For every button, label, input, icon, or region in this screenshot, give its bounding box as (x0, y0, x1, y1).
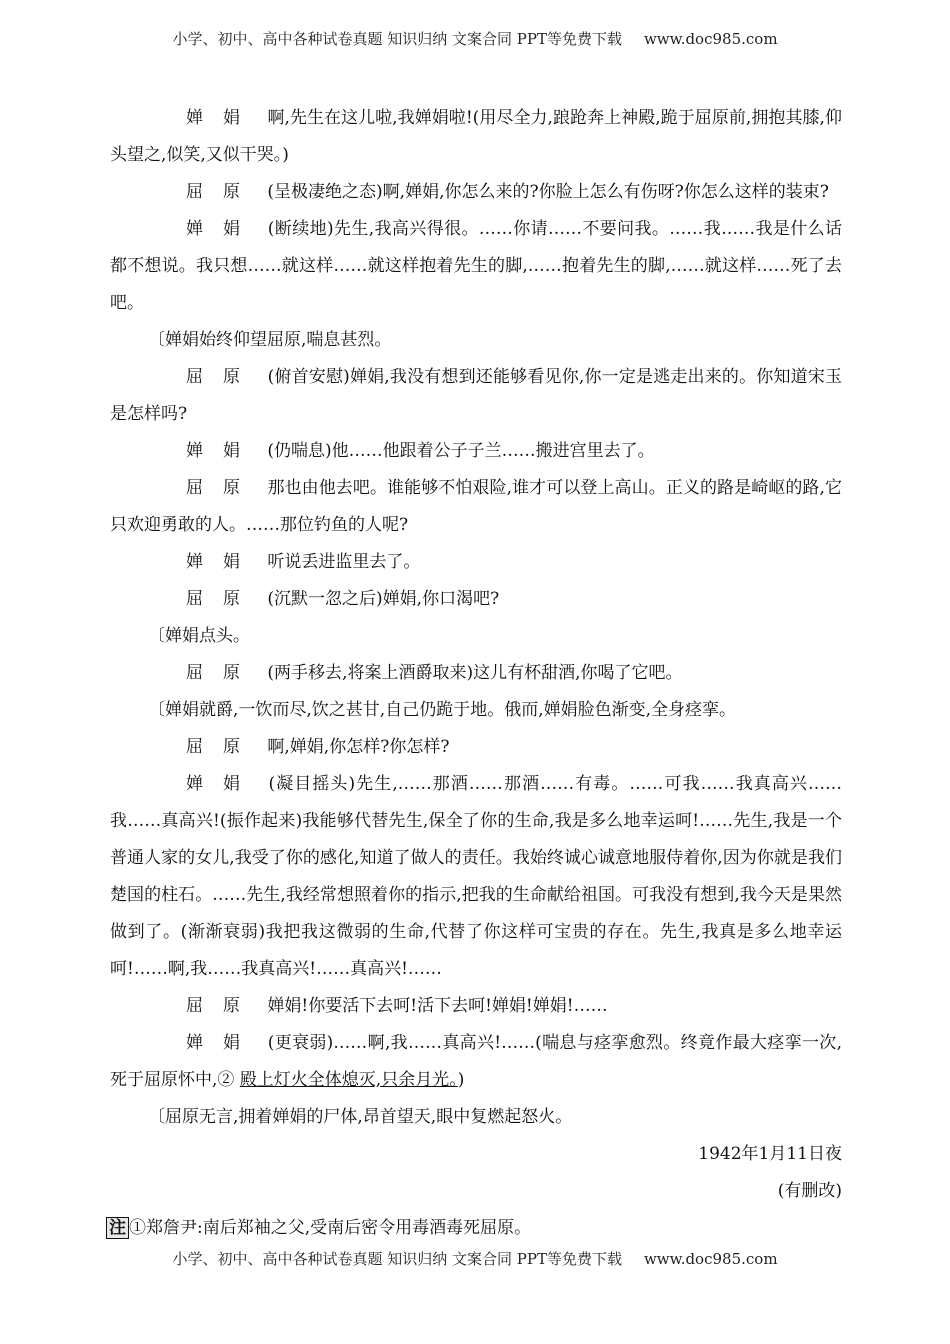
speaker-name: 婵娟 (186, 108, 260, 128)
header-url[interactable]: www.doc985.com (643, 30, 778, 48)
page-header (0, 28, 950, 49)
speaker-name: 屈原 (186, 478, 260, 498)
dialogue-text-end: ) (457, 1070, 465, 1090)
speaker-name: 婵娟 (186, 774, 260, 794)
dialogue-text: (凝目摇头)先生,……那酒……那酒……有毒。……可我……我真高兴……我……真高兴!(振作起来)我能够代替先生,保全了你的生命,我是多么地幸运呵!……先生,我是一个普通人家的女儿,我受了你的感化,知道了做人的责任。我始终诚心诚意地服侍着你,因为你就是我们楚国的柱石。……先生,我经常想照着你的指示,把我的生命献给祖国。可我没有想到,我今天是果然做到了。(渐渐衰弱)我把我这微弱的生命,代替了你这样可宝贵的存在。先生,我真是多么地幸运呵!……啊,我……我真高兴!……真高兴!…… (110, 774, 843, 979)
speaker-name: 屈原 (186, 737, 260, 757)
dialogue-text: 听说丢进监里去了。 (267, 552, 421, 572)
dialogue-line (110, 1025, 842, 1099)
dialogue-text: 婵娟!你要活下去呵!活下去呵!婵娟!婵娟!…… (267, 996, 608, 1016)
note-text: ①郑詹尹:南后郑袖之父,受南后密令用毒酒毒死屈原。 (129, 1218, 532, 1238)
footer-url[interactable]: www.doc985.com (643, 1250, 778, 1268)
header-text: 小学、初中、高中各种试卷真题 知识归纳 文案合同 PPT等免费下载 (172, 30, 622, 48)
speaker-name: 屈原 (186, 996, 260, 1016)
dialogue-text: (断续地)先生,我高兴得很。……你请……不要问我。……我……我是什么话都不想说。我只想……就这样……就这样抱着先生的脚,……抱着先生的脚,……就这样……死了去吧。 (110, 219, 843, 313)
speaker-name: 屈原 (186, 367, 260, 387)
date-line: 1942年1月11日夜 (698, 1144, 842, 1164)
footnote-marker: ② (217, 1070, 235, 1090)
speaker-name: 婵娟 (186, 552, 260, 572)
stage-direction: 〔婵娟就爵,一饮而尽,饮之甚甘,自己仍跪于地。俄而,婵娟脸色渐变,全身痉挛。 (148, 700, 737, 720)
dialogue-line (110, 581, 842, 618)
speaker-name: 屈原 (186, 182, 260, 202)
speaker-name: 婵娟 (186, 441, 260, 461)
dialogue-line (110, 211, 842, 322)
dialogue-text: (俯首安慰)婵娟,我没有想到还能够看见你,你一定是逃走出来的。你知道宋玉是怎样吗? (110, 367, 842, 424)
speaker-name: 屈原 (186, 663, 260, 683)
underlined-sentence: 殿上灯火全体熄灭,只余月光。 (239, 1070, 458, 1090)
speaker-name: 屈原 (186, 589, 260, 609)
dialogue-line (110, 174, 842, 211)
script-body (110, 100, 842, 1247)
stage-direction: 〔婵娟点头。 (148, 626, 250, 646)
stage-direction: 〔屈原无言,拥着婵娟的尸体,昂首望天,眼中复燃起怒火。 (148, 1107, 573, 1127)
stage-direction: 〔婵娟始终仰望屈原,喘息甚烈。 (148, 330, 392, 350)
dialogue-text: (沉默一忽之后)婵娟,你口渴吧? (267, 589, 500, 609)
dialogue-text: (仍喘息)他……他跟着公子子兰……搬进宫里去了。 (267, 441, 655, 461)
dialogue-line (110, 766, 842, 988)
dialogue-text: (两手移去,将案上酒爵取来)这儿有杯甜酒,你喝了它吧。 (267, 663, 683, 683)
note-label: 注 (106, 1217, 129, 1239)
dialogue-line (110, 433, 842, 470)
dialogue-line (110, 359, 842, 433)
dialogue-line (110, 655, 842, 692)
speaker-name: 婵娟 (186, 1033, 260, 1053)
dialogue-line (110, 729, 842, 766)
dialogue-text: 那也由他去吧。谁能够不怕艰险,谁才可以登上高山。正义的路是崎岖的路,它只欢迎勇敢的人。……那位钓鱼的人呢? (110, 478, 842, 535)
dialogue-text: (呈极凄绝之态)啊,婵娟,你怎么来的?你脸上怎么有伤呀?你怎么这样的装束? (267, 182, 829, 202)
revision-note: (有删改) (777, 1181, 842, 1201)
dialogue-text: 啊,婵娟,你怎样?你怎样? (267, 737, 450, 757)
footnote (106, 1210, 842, 1247)
dialogue-text: 啊,先生在这儿啦,我婵娟啦!(用尽全力,踉跄奔上神殿,跪于屈原前,拥抱其膝,仰头望之,似笑,又似干哭。) (110, 108, 842, 165)
dialogue-line (110, 100, 842, 174)
dialogue-line (110, 470, 842, 544)
dialogue-line (110, 544, 842, 581)
speaker-name: 婵娟 (186, 219, 260, 239)
dialogue-text: (更衰弱)……啊,我……真高兴!……(喘息与痉挛愈烈。终竟作最大痉挛一次,死于屈原怀中, (110, 1033, 842, 1090)
dialogue-line (110, 988, 842, 1025)
footer-text: 小学、初中、高中各种试卷真题 知识归纳 文案合同 PPT等免费下载 (172, 1250, 622, 1268)
page-footer (0, 1248, 950, 1269)
